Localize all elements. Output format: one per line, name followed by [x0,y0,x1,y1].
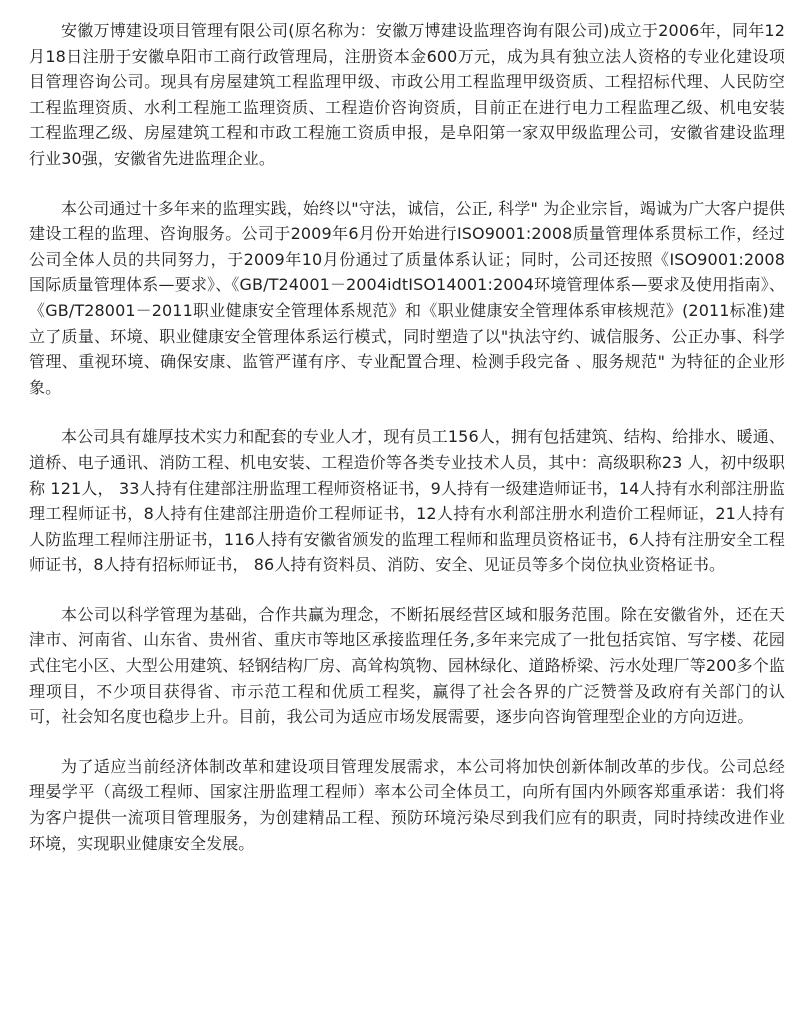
paragraph-business-scope: 本公司以科学管理为基础，合作共赢为理念，不断拓展经营区域和服务范围。除在安徽省外，还在天津市、河南省、山东省、贵州省、重庆市等地区承接监理任务,多年来完成了一批包括宾馆、写字楼、花园式住宅小区、大型公用建筑、轻钢结构厂房、高耸构筑物、园林绿化、道路桥梁、污水处理厂等200多个监理项目，不少项目获得省、市示范工程和优质工程奖，赢得了社会各界的广泛赞誉及政府有关部门的认可，社会知名度也稳步上升。目前，我公司为适应市场发展需要，逐步向咨询管理型企业的方向迈进。 [29,604,785,727]
article-body [29,18,785,880]
paragraph-commitment: 为了适应当前经济体制改革和建设项目管理发展需求，本公司将加快创新体制改革的步伐。公司总经理晏学平（高级工程师、国家注册监理工程师）率本公司全体员工，向所有国内外顾客郑重承诺：我们将为客户提供一流项目管理服务，为创建精品工程、预防环境污染尽到我们应有的职责，同时持续改进作业环境，实现职业健康安全发展。 [29,756,785,853]
paragraph-quality-system: 本公司通过十多年来的监理实践，始终以"守法，诚信，公正, 科学" 为企业宗旨，竭诚为广大客户提供建设工程的监理、咨询服务。公司于2009年6月份开始进行ISO9001:2008质量管理体系贯标工作，经过公司全体人员的共同努力，于2009年10月份通过了质量体系认证；同时，公司还按照《ISO9001:2008国际质量管理体系—要求》、《GB/T24001－2004idtISO14001:2004环境管理体系—要求及使用指南》、《GB/T28001－2011职业健康安全管理体系规范》和《职业健康安全管理体系审核规范》(2011标准)建立了质量、环境、职业健康安全管理体系运行模式，同时塑造了以"执法守约、诚信服务、公正办事、科学管理、重视环境、确保安康、监管严谨有序、专业配置合理、检测手段完备 、服务规范" 为特征的企业形象。 [29,198,785,397]
paragraph-staff: 本公司具有雄厚技术实力和配套的专业人才，现有员工156人，拥有包括建筑、结构、给排水、暖通、道桥、电子通讯、消防工程、机电安装、工程造价等各类专业技术人员，其中：高级职称23 人，初中级职称 121人， 33人持有住建部注册监理工程师资格证书，9人持有一级建造师证书，14人持有水利部注册监理工程师证书，8人持有住建部注册造价工程师证书，12人持有水利部注册水利造价工程师证，21人持有人防监理工程师注册证书，116人持有安徽省颁发的监理工程师和监理员资格证书，6人持有注册安全工程师证书，8人持有招标师证书， 86人持有资料员、消防、安全、见证员等多个岗位执业资格证书。 [29,427,785,575]
paragraph-company-profile: 安徽万博建设项目管理有限公司(原名称为：安徽万博建设监理咨询有限公司)成立于2006年，同年12月18日注册于安徽阜阳市工商行政管理局，注册资本金600万元，成为具有独立法人资格的专业化建设项目管理咨询公司。现具有房屋建筑工程监理甲级、市政公用工程监理甲级资质、工程招标代理、人民防空工程监理资质、水利工程施工监理资质、工程造价咨询资质，目前正在进行电力工程监理乙级、机电安装工程监理乙级、房屋建筑工程和市政工程施工资质申报，是阜阳第一家双甲级监理公司，安徽省建设监理行业30强，安徽省先进监理企业。 [29,21,785,168]
